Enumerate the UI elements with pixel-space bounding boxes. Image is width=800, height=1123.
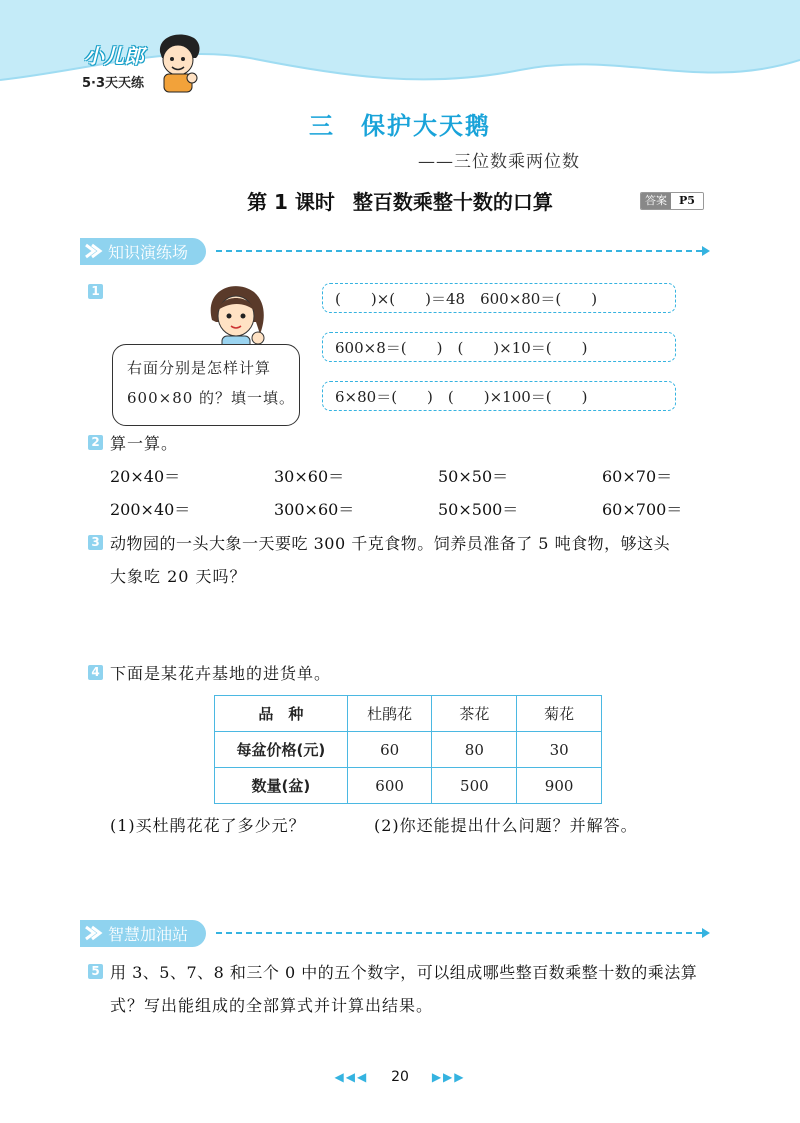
- calc-item: 60×700＝: [602, 500, 683, 519]
- series-name: 5·3天天练: [82, 76, 145, 91]
- double-arrow-icon: [84, 241, 104, 261]
- section-title-challenge: 智慧加油站: [108, 924, 189, 944]
- table-row: [215, 732, 602, 768]
- table-header: 品 种: [215, 696, 348, 732]
- question-number-2: 2: [88, 435, 103, 450]
- table-row-label: 每盆价格(元): [215, 732, 348, 768]
- calc-item: 300×60＝: [274, 500, 355, 519]
- table-cell: 900: [517, 768, 602, 804]
- arrow-head-icon: [702, 928, 710, 938]
- speech-line-2: 600×80 的？填一填。: [127, 389, 296, 407]
- calc-item: 30×60＝: [274, 467, 345, 486]
- table-header: 杜鹃花: [347, 696, 432, 732]
- question-3-line-2: 大象吃 20 天吗？: [110, 567, 247, 586]
- purchase-table: [214, 695, 602, 804]
- answer-tag: [640, 192, 704, 210]
- question-3-line-1: 动物园的一头大象一天要吃 300 千克食物。饲养员准备了 5 吨食物，够这头: [110, 534, 671, 553]
- question-5-line-1: 用 3、5、7、8 和三个 0 中的五个数字，可以组成哪些整百数乘整十数的乘法算: [110, 963, 698, 982]
- arrow-head-icon: [702, 246, 710, 256]
- fill-box-1: ( )×( )＝48 600×80＝( ): [322, 283, 676, 313]
- calc-item: 60×70＝: [602, 467, 673, 486]
- question-4-sub-1: (1)买杜鹃花花了多少元？: [110, 816, 306, 835]
- page-number: 20: [391, 1069, 409, 1085]
- lesson-number: 第 1 课时: [247, 190, 335, 214]
- table-cell: 80: [432, 732, 517, 768]
- calc-item: 200×40＝: [110, 500, 191, 519]
- unit-subtitle: ——三位数乘两位数: [418, 152, 580, 172]
- lesson-name: 整百数乘整十数的口算: [352, 190, 553, 214]
- question-5-line-2: 式？写出能组成的全部算式并计算出结果。: [110, 996, 434, 1015]
- calc-item: 50×500＝: [438, 500, 519, 519]
- calc-item: 20×40＝: [110, 467, 181, 486]
- answer-label: 答案: [641, 193, 671, 209]
- table-cell: 30: [517, 732, 602, 768]
- brand-logo: 小儿郎: [84, 44, 144, 68]
- next-arrows-icon: ▶▶▶: [431, 1070, 466, 1084]
- calc-item: 50×50＝: [438, 467, 509, 486]
- prev-arrows-icon: ◀◀◀: [334, 1070, 369, 1084]
- page-footer: [0, 1069, 800, 1085]
- section-title-practice: 知识演练场: [108, 242, 189, 262]
- question-4-text: 下面是某花卉基地的进货单。: [110, 664, 332, 683]
- section-banner-practice: [80, 238, 710, 264]
- speech-bubble: [112, 344, 300, 426]
- answer-page: P5: [671, 193, 703, 209]
- table-row: [215, 768, 602, 804]
- girl-illustration-icon: [198, 280, 274, 352]
- table-header-row: [215, 696, 602, 732]
- unit-number: 三: [309, 112, 335, 140]
- question-number-4: 4: [88, 665, 103, 680]
- fill-box-2: 600×8＝( ) ( )×10＝( ): [322, 332, 676, 362]
- question-2-text: 算一算。: [110, 434, 179, 453]
- table-row-label: 数量(盆): [215, 768, 348, 804]
- question-number-5: 5: [88, 964, 103, 979]
- table-header: 菊花: [517, 696, 602, 732]
- double-arrow-icon: [84, 923, 104, 943]
- fill-box-3: 6×80＝( ) ( )×100＝( ): [322, 381, 676, 411]
- table-cell: 600: [347, 768, 432, 804]
- mascot-boy-icon: [150, 30, 206, 94]
- unit-title: [0, 106, 800, 141]
- table-header: 茶花: [432, 696, 517, 732]
- question-number-1: 1: [88, 284, 103, 299]
- table-cell: 500: [432, 768, 517, 804]
- question-4-sub-2: (2)你还能提出什么问题？并解答。: [374, 816, 638, 835]
- speech-line-1: 右面分别是怎样计算: [127, 359, 272, 377]
- table-cell: 60: [347, 732, 432, 768]
- question-number-3: 3: [88, 535, 103, 550]
- unit-name: 保护大天鹅: [361, 112, 491, 140]
- section-banner-challenge: [80, 920, 710, 946]
